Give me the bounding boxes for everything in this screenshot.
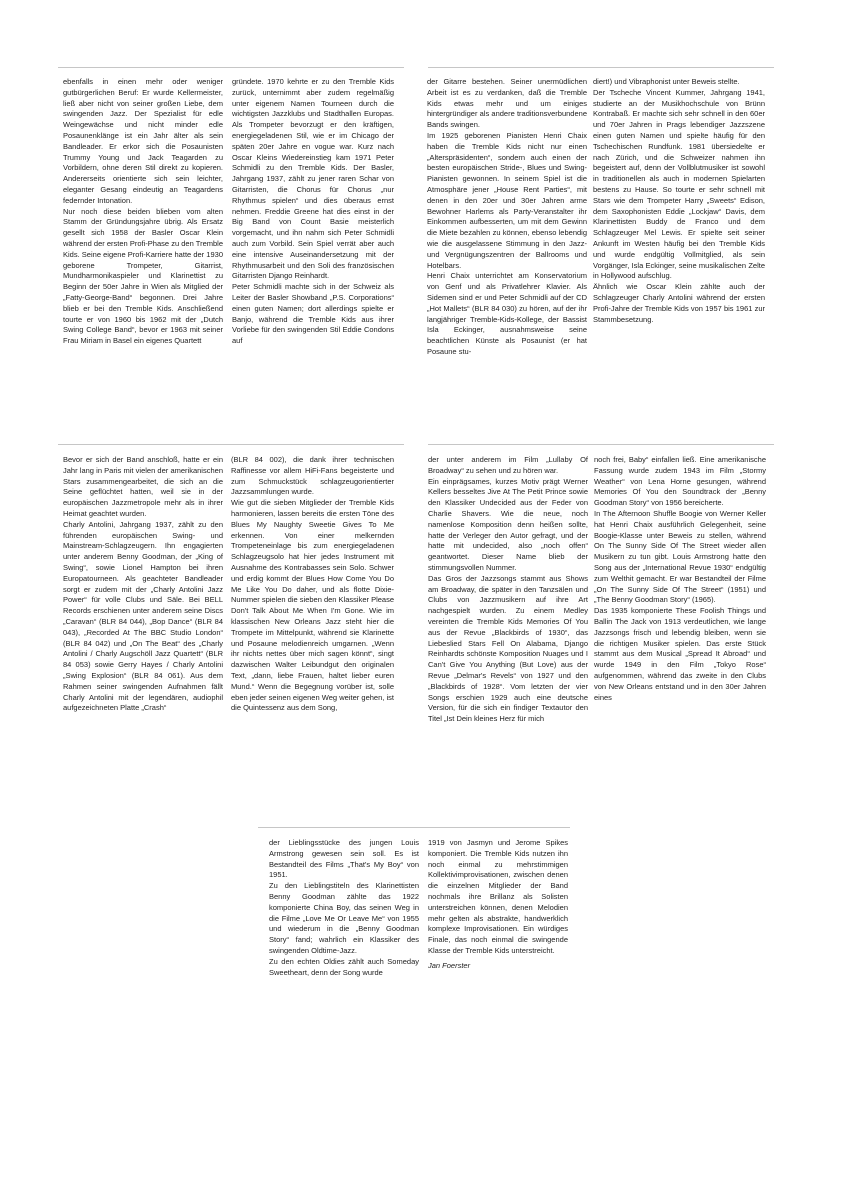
paragraph: Zu den Lieblingstiteln des Klarinettisten Benny Goodman zählte das 1922 komponierte China Boy, das seinen Weg in die Filme „Love Me Or Leave Me“ von 1955 und wiederum in die „Benny Goodman Story“ fand; wahrlich ein Klassiker des swingenden Oldtime-Jazz. <box>269 881 419 955</box>
divider-bottom <box>258 827 570 828</box>
paragraph: Das 1935 komponierte These Foolish Things und Ballin The Jack von 1913 verdeutlichen, wie lange Jazzsongs frisch und lebendig bleiben, wenn sie die richtigen Musiker spielen. Das erste Stück stammt aus dem Musical „Spread It Abroad“ und wurde 1949 in den Film „Tokyo Rose“ aufgenommen, während das zweite in den Clubs von New Orleans entstand und in den 30er Jahren eines <box>594 606 766 702</box>
paragraph: Henri Chaix unterrichtet am Konservatorium von Genf und als Privatlehrer Klavier. Als Sidemen sind er und Peter Schmidli auf der CD „Hot Mallets“ (BLR 84 030) zu hören, auf der ihr langjähriger Tremble-Kids-Kollege, der Bassist Isla Eckinger, ausnahmsweise seine beachtlichen Künste als Posaunist (er hat Posaune stu- <box>427 271 587 356</box>
panel-top-left-col-1 <box>63 77 223 395</box>
divider-middle-right <box>428 444 774 445</box>
paragraph: Wie gut die sieben Mitglieder der Tremble Kids harmonieren, lassen bereits die ersten Töne des Blues My Naughty Sweetie Gives To Me erkennen. Von einer melkernden Trompeteneinlage bis zum energiegeladenen Schlagzeugsolo hat hier jedes Instrument mit Ausnahme des Kontrabasses sein Solo. Schwer und erdig kommt der Blues How Come You Do Me Like You Do daher, und als flotte Dixie-Nummer spielen die sieben den Klassiker Please Don't Talk About Me When I'm Gone. Wie im klassischen New Orleans Jazz steht hier die Trompete im Mittelpunkt, während sie Klarinette und Posaune melodienreich umgarnen. „Wenn ihr nichts nettes über mich sagen könnt“, singt dazwischen Walter Leibundgut den originalen Text, „dann, liebe Frauen, haltet lieber euren Mund.“ Wenn die Begegnung vorüber ist, solle eben jeder seinen eigenen Weg weiter gehen, ist die Quintessenz aus dem Song, <box>231 498 394 713</box>
panel-bottom-col-2 <box>428 838 568 988</box>
paragraph: gründete. 1970 kehrte er zu den Tremble Kids zurück, unternimmt aber zudem regelmäßig unter eigenem Namen Tourneen durch die wichtigsten Jazzklubs und Stadthallen Europas. Als Trompeter bevorzugt er den kräftigen, energiegeladenen Stil, wie er im Chicago der späten 20er Jahre en vogue war. Kurz nach Oscar Kleins Wiedereinstieg kam 1971 Peter Schmidli zu den Tremble Kids. Der Basler, Jahrgang 1937, zählt zu jener raren Schar von Gitarristen, die Chorus für Chorus „nur Rhythmus spielen“ und dies überaus ernst nehmen. Freddie Greene hat dies einst in der Big Band von Count Basie meisterlich vorgemacht, und ihn nahm sich Peter Schmidli auch zum Vorbild. Sein Spiel verrät aber auch eine intensive Auseinandersetzung mit der Rhythmusarbeit und den Soli des französischen Gitarristen Django Reinhardt. <box>232 77 394 281</box>
paragraph: Nur noch diese beiden blieben vom alten Stamm der Gründungsjahre übrig. Als Ersatz gesellt sich 1958 der Basler Oscar Klein während der ersten Profi-Phase zu den Tremble Kids. Seine eigene Profi-Karriere hatte der 1930 geborene Trompeter, Gitarrist, Mundharmonikaspieler und Klarinettist zu Beginn der 50er Jahre in Wien als Mitglied der „Fatty-George-Band“ begonnen. Drei Jahre blieb er bei den Tremble Kids. Anschließend tourte er von 1960 bis 1962 mit der „Dutch Swing College Band“, bevor er 1963 mit seiner Frau Miriam in Basel ein eigenes Quartett <box>63 206 223 346</box>
paragraph: diert!) und Vibraphonist unter Beweis stellte. <box>593 77 740 86</box>
panel-middle-right-col-1 <box>428 455 588 773</box>
paragraph: Ähnlich wie Oscar Klein zählte auch der Schlagzeuger Charly Antolini während der ersten Profi-Jahre der Tremble Kids von 1957 bis 1961 zur Stammbesetzung. <box>593 282 765 324</box>
paragraph: Peter Schmidli machte sich in der Schweiz als Leiter der Basler Showband „P.S. Corporations“ einen guten Namen; dort allerdings spielte er Banjo, während die Tremble Kids aus ihrer Vorliebe für den swingenden Stil Eddie Condons auf <box>232 282 394 346</box>
panel-top-left-col-2 <box>232 77 394 395</box>
paragraph: Bevor er sich der Band anschloß, hatte er ein Jahr lang in Paris mit vielen der amerikanischen Stars zusammengearbeitet, die sich an die Seine geflüchtet hatten, weil sie in der europäischen Jazzmetropole mehr als in ihrer Heimat geachtet wurden. <box>63 455 223 518</box>
panel-top-right-col-1 <box>427 77 587 395</box>
paragraph: der Gitarre bestehen. Seiner unermüdlichen Arbeit ist es zu verdanken, daß die Tremble Kids etwas mehr und um einiges hintergründiger als andere traditionsverbundene Bands swingen. <box>427 77 587 130</box>
paragraph: 1919 von Jasmyn und Jerome Spikes komponiert. Die Tremble Kids nutzen ihn noch einmal zu mehrstimmigen Kollektivimprovisationen, zwischen denen die einzelnen Mitglieder der Band nochmals ihre Brillanz als Solisten unterstreichen können, denen Melodien mehr gelten als abstrakte, handwerklich komplexe Improvisationen. Ein würdiges Finale, das noch einmal die swingende Klasse der Tremble Kids unterstreicht. <box>428 838 568 955</box>
panel-middle-left-col-1 <box>63 455 223 773</box>
paragraph: ebenfalls in einen mehr oder weniger gutbürgerlichen Beruf: Er wurde Kellermeister, ließ aber nicht von seiner großen Liebe, dem swingenden Jazz. Der Spezialist für edle Weingewächse und nicht minder edle Posaunenklänge ist ein Jahr älter als sein Bandleader. Er erkor sich die Posaunisten Trummy Young und Jack Teagarden zu Vorbildern, ohne deren Stil direkt zu kopieren. Andererseits orientierte sich sein leichter, eleganter Gesang eindeutig an Teagardens federnder Intonation. <box>63 77 223 205</box>
panel-top-right-col-2 <box>593 77 765 395</box>
paragraph: Das Gros der Jazzsongs stammt aus Shows am Broadway, die später in den Tanzsälen und Clubs von Jazzmusikern auf ihre Art nachgespielt wurden. Zu einem Medley vereinten die Tremble Kids Memories Of You aus der Revue „Blackbirds of 1930“, das Liebeslied Stars Fell On Alabama, Django Reinhardts schönste Komposition Nuages und I Can't Give You Anything (But Love) aus der Revue „Delmar's Revels“ von 1927 und den „Blackbirds of 1928“. Vom letzten der vier Songs erschien 1929 auch eine deutsche Version, für die sich ein findiger Textautor den Titel „Ist Dein kleines Herz für mich <box>428 573 588 724</box>
panel-middle-left-col-2 <box>231 455 394 773</box>
paragraph: (BLR 84 002), die dank ihrer technischen Raffinesse vor allem HiFi-Fans begeisterte und zum Schmuckstück schlagzeugorientierter Jazzsammlungen wurde. <box>231 455 394 497</box>
panel-bottom-col-1 <box>269 838 419 988</box>
paragraph: In The Afternoon Shuffle Boogie von Werner Keller hat Henri Chaix ausführlich Gelegenheit, seine Boogie-Klasse unter Beweis zu stellen, während On The Sunny Side Of The Street wieder allen Musikern zu tun gibt. Louis Armstrong hatte den Song aus der „International Revue 1930“ endgültig zum Welthit gemacht. Er war Bestandteil der Filme „On The Sunny Side Of The Street“ (1951) und „The Benny Goodman Story“ (1965). <box>594 508 766 605</box>
divider-middle-left <box>58 444 404 445</box>
panel-middle-right-col-2 <box>594 455 766 773</box>
author-signature: Jan Foerster <box>428 960 471 970</box>
divider-top-right <box>428 67 774 68</box>
paragraph: Ein einprägsames, kurzes Motiv prägt Werner Kellers besseltes Jive At The Petit Prince sowie den Klassiker Undecided aus der Feder von Charlie Shavers. Wie die neue, noch namenlose Komposition denn heißen sollte, hatte der Verleger den Autor gefragt, und der hatte mit undecided, also „noch offen“ geantwortet. Dieser Name blieb der stimmungsvollen Nummer. <box>428 476 588 572</box>
paragraph: Der Tscheche Vincent Kummer, Jahrgang 1941, studierte an der Musikhochschule von Brünn Kontrabaß. Er machte sich sehr schnell in den 60er und 70er Jahren in Prags lebendiger Jazzszene einen guten Namen und spielte häufig für den Tschechischen Rundfunk. 1981 übersiedelte er nach Zürich, und die Schweizer nahmen ihn begeistert auf, denn der Vollblutmusiker ist sowohl in traditionellen als auch in modernen Spielarten bestens zu Hause. So tourte er sehr schnell mit Stars wie dem Trompeter Harry „Sweets“ Edison, dem Saxophonisten Eddie „Lockjaw“ Davis, dem Klarinettisten Buddy de Franco und dem Schlagzeuger Mel Lewis. Er spielte seit seiner Ankunft im Westen häufig bei den Tremble Kids und wurde endgültig Vollmitglied, als sein Vorgänger, Isla Eckinger, seine musikalischen Zelte in Hollywood aufschlug. <box>593 87 765 281</box>
paragraph: Im 1925 geborenen Pianisten Henri Chaix haben die Tremble Kids nicht nur einen „Alterspräsidenten“, sondern auch einen der besten europäischen Stride-, Blues und Swing-Pianisten gewonnen. In seinem Spiel ist die Atmosphäre jener „House Rent Parties“, mit denen in den 20er und 30er Jahren arme Bewohner Harlems als Party-Veranstalter ihr Einkommen aufbesserten, um mit dem Gewinn die Miete bezahlen zu können, ebenso lebendig wie die ausgelassene Stimmung in den Jazz- und Vergnügungszentren der Ballrooms und Hotelbars. <box>427 130 587 270</box>
paragraph: der unter anderem im Film „Lullaby Of Broadway“ zu sehen und zu hören war. <box>428 455 588 475</box>
divider-top-left <box>58 67 404 68</box>
paragraph: Charly Antolini, Jahrgang 1937, zählt zu den führenden europäischen Swing- und Mainstream-Schlagzeugern. Ihn engagierten unter anderem Benny Goodman, der „King of Swing“, sowie Lionel Hampton bei ihren Europatourneen. Als geachteter Bandleader sorgt er zudem mit der „Charly Antolini Jazz Power“ für volle Clubs und Säle. Bei BELL Records erschienen unter anderem seine Discs „Caravan“ (BLR 84 044), „Bop Dance“ (BLR 84 043), „Recorded At The BBC Studio London“ (BLR 84 042) und „On The Beat“ des „Charly Antolini / Charly Augschöll Jazz Quartett“ (BLR 84 053) sowie Gerry Hayes / Charly Antolini „Swing Explosion“ (BLR 84 061). Aus dem Rahmen seiner swingenden Aufnahmen fällt Charly Antolini mit der legendären, audiophil aufgezeichneten Platte „Crash“ <box>63 519 223 713</box>
paragraph: noch frei, Baby“ einfallen ließ. Eine amerikanische Fassung wurde zudem 1943 im Film „Stormy Weather“ von Lena Horne gesungen, während Memories Of You den Soundtrack der „Benny Goodman Story“ von 1956 bereicherte. <box>594 455 766 508</box>
paragraph: Zu den echten Oldies zählt auch Someday Sweetheart, denn der Song wurde <box>269 956 419 977</box>
paragraph: der Lieblingsstücke des jungen Louis Armstrong gewesen sein soll. Es ist Bestandteil des Films „That's My Boy“ von 1951. <box>269 838 419 880</box>
